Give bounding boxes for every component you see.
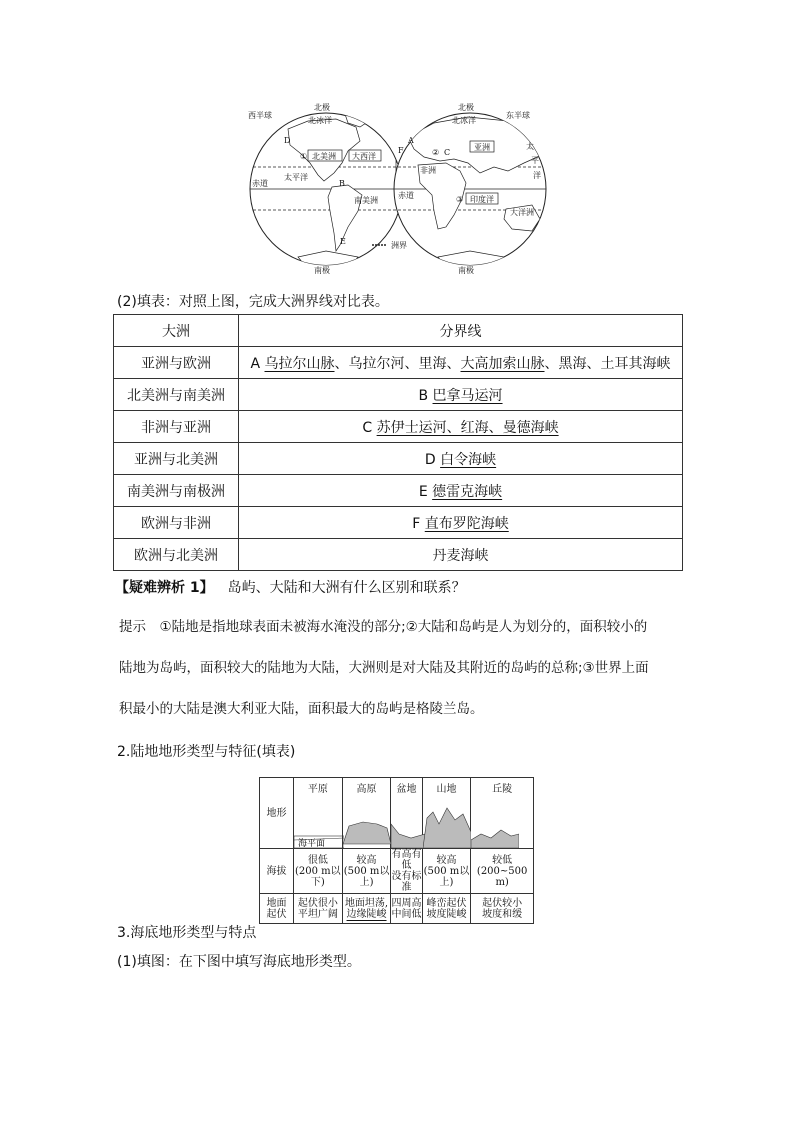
landform-col-hills	[471, 778, 534, 849]
landform-name: 高原	[356, 784, 377, 795]
answer-line-1: 提示 ①陆地是指地球表面未被海水淹没的部分;②大陆和岛屿是人为划分的，面积较小的	[119, 619, 648, 635]
east-hemisphere	[388, 102, 548, 275]
question-text: 岛屿、大陆和大洲有什么区别和联系？	[227, 580, 466, 596]
table-header-row	[114, 315, 683, 347]
east-north-pole-label: 北极	[458, 103, 474, 112]
landform-name: 丘陵	[492, 784, 513, 795]
mountain-profile	[423, 802, 471, 848]
terrain-row-label: 地形	[260, 778, 294, 849]
table-row	[114, 411, 683, 443]
continent-cell: 欧洲与非洲	[114, 507, 239, 539]
relief-cell: 起伏较小 坡度和缓	[471, 894, 534, 924]
answer-line-2: 陆地为岛屿，面积较大的陆地为大陆，大洲则是对大陆及其附近的岛屿的总称;③世界上面	[119, 660, 649, 676]
question-tag: 【疑难辨析 1】	[115, 580, 214, 596]
east-south-pole-label: 南极	[458, 266, 474, 275]
altitude-row-label: 海拔	[260, 849, 294, 894]
boundary-cell: 丹麦海峡	[239, 539, 683, 571]
boundary-cell: B 巴拿马运河	[239, 379, 683, 411]
altitude-cell: 较低 (200~500 m)	[471, 849, 534, 894]
table-row	[114, 443, 683, 475]
west-south-pole-label: 南极	[314, 266, 330, 275]
table-row	[114, 539, 683, 571]
plain-profile	[294, 828, 344, 848]
pacific-char-2: 平	[531, 156, 539, 165]
oceania-label: 大洋洲	[510, 208, 534, 217]
plateau-profile	[343, 814, 391, 848]
boundary-cell: F 直布罗陀海峡	[239, 507, 683, 539]
altitude-cell: 很低 (200 m以下)	[294, 849, 343, 894]
continent-cell: 亚洲与北美洲	[114, 443, 239, 475]
section-2-heading: 2.陆地地形类型与特征(填表)	[117, 744, 296, 760]
landform-col-plain	[294, 778, 343, 849]
pacific-ocean-label: 太平洋	[284, 173, 308, 182]
east-hemisphere-label: 东半球	[506, 111, 530, 120]
west-hemisphere	[248, 102, 408, 275]
north-america-label: 北美洲	[312, 152, 336, 161]
landform-header-row	[260, 778, 534, 849]
header-boundary: 分界线	[239, 315, 683, 347]
west-equator-label: 赤道	[252, 179, 268, 188]
east-letter-f: F	[398, 146, 404, 155]
continent-boundary-table	[113, 314, 683, 571]
table-caption: (2)填表：对照上图，完成大洲界线对比表。	[117, 294, 389, 310]
sea-level-label: 海平面	[298, 839, 326, 848]
world-hemispheres-map	[248, 101, 548, 279]
section-3-subheading: (1)填图：在下图中填写海底地形类型。	[117, 954, 361, 970]
west-circle-1: ①	[300, 152, 308, 161]
west-letter-b: B	[339, 179, 345, 188]
header-continent: 大洲	[114, 315, 239, 347]
east-equator-label: 赤道	[398, 191, 414, 200]
west-hemisphere-label: 西半球	[248, 111, 272, 120]
altitude-row	[260, 849, 534, 894]
landform-table	[259, 777, 534, 924]
pacific-char-3: 洋	[533, 171, 541, 180]
continent-cell: 北美洲与南美洲	[114, 379, 239, 411]
east-circle-3: ③	[456, 195, 464, 204]
landform-name: 盆地	[396, 784, 417, 795]
pacific-char-1: 太	[526, 142, 534, 151]
altitude-cell: 较高 (500 m以上)	[342, 849, 391, 894]
relief-cell: 四周高 中间低	[391, 894, 422, 924]
landform-col-plateau	[342, 778, 391, 849]
relief-cell: 峰峦起伏 坡度陡峻	[422, 894, 471, 924]
boundary-cell: E 德雷克海峡	[239, 475, 683, 507]
table-row	[114, 379, 683, 411]
answer-line-3: 积最小的大陆是澳大利亚大陆，面积最大的岛屿是格陵兰岛。	[119, 701, 484, 717]
landform-col-mountain	[422, 778, 471, 849]
table-row	[114, 475, 683, 507]
asia-label: 亚洲	[474, 143, 490, 152]
landform-name: 山地	[436, 784, 457, 795]
relief-row	[260, 894, 534, 924]
continent-cell: 南美洲与南极洲	[114, 475, 239, 507]
question-heading	[115, 577, 466, 597]
table-row	[114, 347, 683, 379]
west-letter-e: E	[340, 237, 346, 246]
relief-row-label: 地面 起伏	[260, 894, 294, 924]
continent-cell: 亚洲与欧洲	[114, 347, 239, 379]
landform-name: 平原	[307, 784, 328, 795]
east-circle-2: ②	[432, 148, 440, 157]
boundary-cell: A 乌拉尔山脉、乌拉尔河、里海、大高加索山脉、黑海、土耳其海峡	[239, 347, 683, 379]
table-row	[114, 507, 683, 539]
hills-profile	[471, 826, 519, 848]
continent-cell: 非洲与亚洲	[114, 411, 239, 443]
relief-cell: 地面坦荡, 边缘陡峻	[342, 894, 391, 924]
altitude-cell: 有高有低 没有标准	[391, 849, 422, 893]
africa-label: 非洲	[420, 166, 436, 175]
altitude-cell: 较高 (500 m以上)	[422, 849, 471, 894]
east-arctic-ocean-label: 北冰洋	[452, 116, 476, 125]
relief-cell: 起伏很小 平坦广阔	[294, 894, 343, 924]
west-arctic-ocean-label: 北冰洋	[308, 116, 332, 125]
south-america-label: 南美洲	[354, 196, 378, 205]
east-letter-a: A	[408, 136, 414, 145]
east-letter-c: C	[444, 148, 451, 157]
west-north-pole-label: 北极	[314, 103, 330, 112]
boundary-cell: D 白令海峡	[239, 443, 683, 475]
section-3-heading: 3.海底地形类型与特点	[117, 925, 257, 941]
boundary-cell: C 苏伊士运河、红海、曼德海峡	[239, 411, 683, 443]
indian-ocean-label: 印度洋	[470, 195, 494, 204]
continent-cell: 欧洲与北美洲	[114, 539, 239, 571]
west-letter-d: D	[284, 136, 291, 145]
landform-col-basin	[391, 778, 422, 849]
atlantic-ocean-label: 大西洋	[352, 152, 376, 161]
boundary-legend-label: 洲界	[391, 241, 407, 250]
